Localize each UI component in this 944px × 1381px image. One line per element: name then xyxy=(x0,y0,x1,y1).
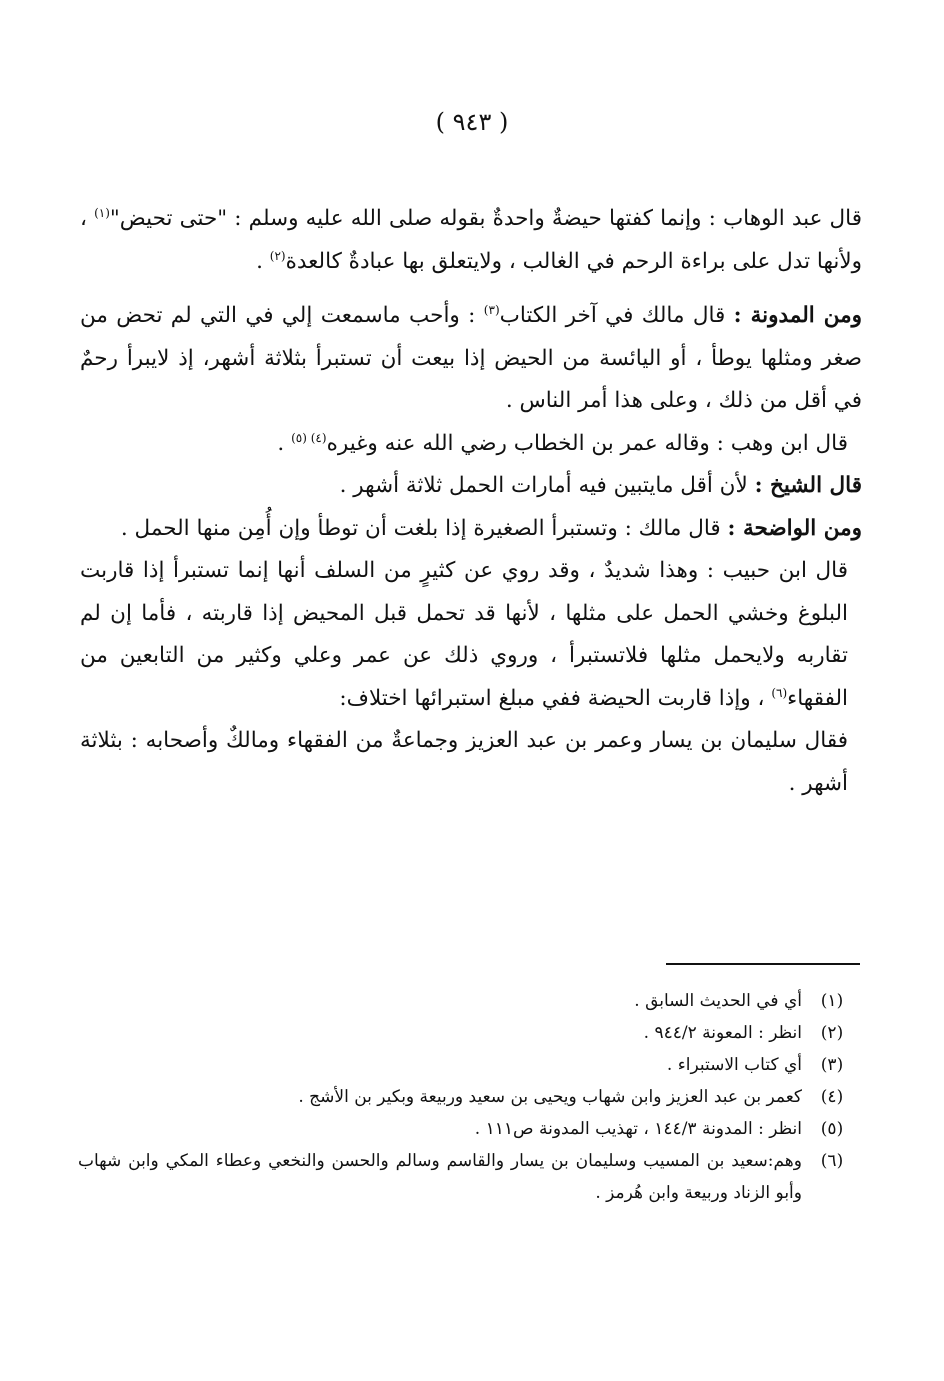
footnote xyxy=(78,1113,862,1145)
page-number: ( ٩٤٣ ) xyxy=(435,108,509,136)
footnote-text: أي في الحديث السابق . xyxy=(634,991,802,1011)
paragraph xyxy=(80,198,862,283)
paragraph-text: قال ابن حبيب : وهذا شديدٌ ، وقد روي عن كثيرٍ من السلف أنها إنما تستبرأ إذا قاربت البلوغ وخشي الحمل على مثلها ، لأنها قد تحمل قبل المحيض إذا قاربته ، فأما إن لم تقاربه ولايحمل مثلها فلاتستبرأ ، وروي ذلك عن عمر وعلي وكثير من التابعين من الفقهاء xyxy=(80,558,848,711)
paragraph-text: قال مالك : وتستبرأ الصغيرة إذا بلغت أن توطأ وإن أُمِن منها الحمل . xyxy=(120,515,728,541)
footnote-number: (٣) xyxy=(820,1055,844,1075)
paragraph-text: . xyxy=(256,248,270,274)
paragraph xyxy=(80,550,862,720)
paragraph-text: ، ولأنها تدل على براءة الرحم في الغالب ، ولايتعلق بها عبادةٌ كالعدة xyxy=(80,206,862,274)
footnote-number: (٢) xyxy=(820,1023,844,1043)
footnote-separator xyxy=(666,963,860,965)
section-heading: ومن المدونة : xyxy=(733,303,863,328)
paragraph xyxy=(80,423,862,466)
section-heading: قال الشيخ : xyxy=(754,473,862,498)
footnote-ref: (١) xyxy=(94,205,110,220)
footnote-text: كعمر بن عبد العزيز وابن شهاب ويحيى بن سعيد وربيعة وبكير بن الأشج . xyxy=(298,1087,802,1107)
paragraph-text: ، وإذا قاربت الحيضة ففي مبلغ استبرائها اختلاف: xyxy=(339,685,772,711)
paragraph-text: قال مالك في آخر الكتاب xyxy=(499,303,734,328)
footnote-number: (٦) xyxy=(820,1151,844,1171)
footnote-text: انظر : المعونة ٩٤٤/٢ . xyxy=(643,1023,802,1043)
paragraph xyxy=(80,295,862,423)
paragraph-text: فقال سليمان بن يسار وعمر بن عبد العزيز وجماعةٌ من الفقهاء ومالكٌ وأصحابه : بثلاثة أشهر . xyxy=(80,728,848,796)
footnote-text: انظر : المدونة ١٤٤/٣ ، تهذيب المدونة ص١١١ . xyxy=(474,1119,802,1139)
footnote xyxy=(78,1017,862,1049)
paragraph xyxy=(80,720,862,805)
paragraph-text: . xyxy=(277,430,292,456)
paragraph xyxy=(80,508,862,551)
footnote xyxy=(78,1081,862,1113)
footnote-ref: (٦) xyxy=(771,685,788,700)
footnote-ref: (٣) xyxy=(483,302,500,317)
footnote-number: (١) xyxy=(820,991,844,1011)
footnotes xyxy=(78,985,862,1209)
footnote xyxy=(78,985,862,1017)
paragraph-text: لأن أقل مايتبين فيه أمارات الحمل ثلاثة أشهر . xyxy=(339,473,755,498)
footnote xyxy=(78,1049,862,1081)
footnote-ref: (٢) xyxy=(269,248,286,263)
footnote xyxy=(78,1145,862,1209)
section-heading: ومن الواضحة : xyxy=(727,515,862,541)
main-text xyxy=(80,198,862,805)
footnote-text: أي كتاب الاستبراء . xyxy=(666,1055,802,1075)
footnote-ref: (٤) (٥) xyxy=(291,430,327,445)
footnote-number: (٤) xyxy=(820,1087,844,1107)
paragraph-text: قال عبد الوهاب : وإنما كفتها حيضةٌ واحدةٌ بقوله صلى الله عليه وسلم : "حتى تحيض" xyxy=(109,206,862,231)
paragraph-text: : وأحب ماسمعت إلي في التي لم تحض من صغر ومثلها يوطأ ، أو اليائسة من الحيض إذا بيعت أن تستبرأ بثلاثة أشهر، إذ لايبرأ رحمٌ في أقل من ذلك ، وعلى هذا أمر الناس . xyxy=(80,303,862,413)
paragraph xyxy=(80,465,862,508)
footnote-number: (٥) xyxy=(820,1119,844,1139)
paragraph-text: قال ابن وهب : وقاله عمر بن الخطاب رضي الله عنه وغيره xyxy=(326,430,848,456)
footnote-text: وهم:سعيد بن المسيب وسليمان بن يسار والقاسم وسالم والحسن والنخعي وعطاء المكي وابن شهاب وأبو الزناد وربيعة وابن هُرمز . xyxy=(78,1151,802,1203)
